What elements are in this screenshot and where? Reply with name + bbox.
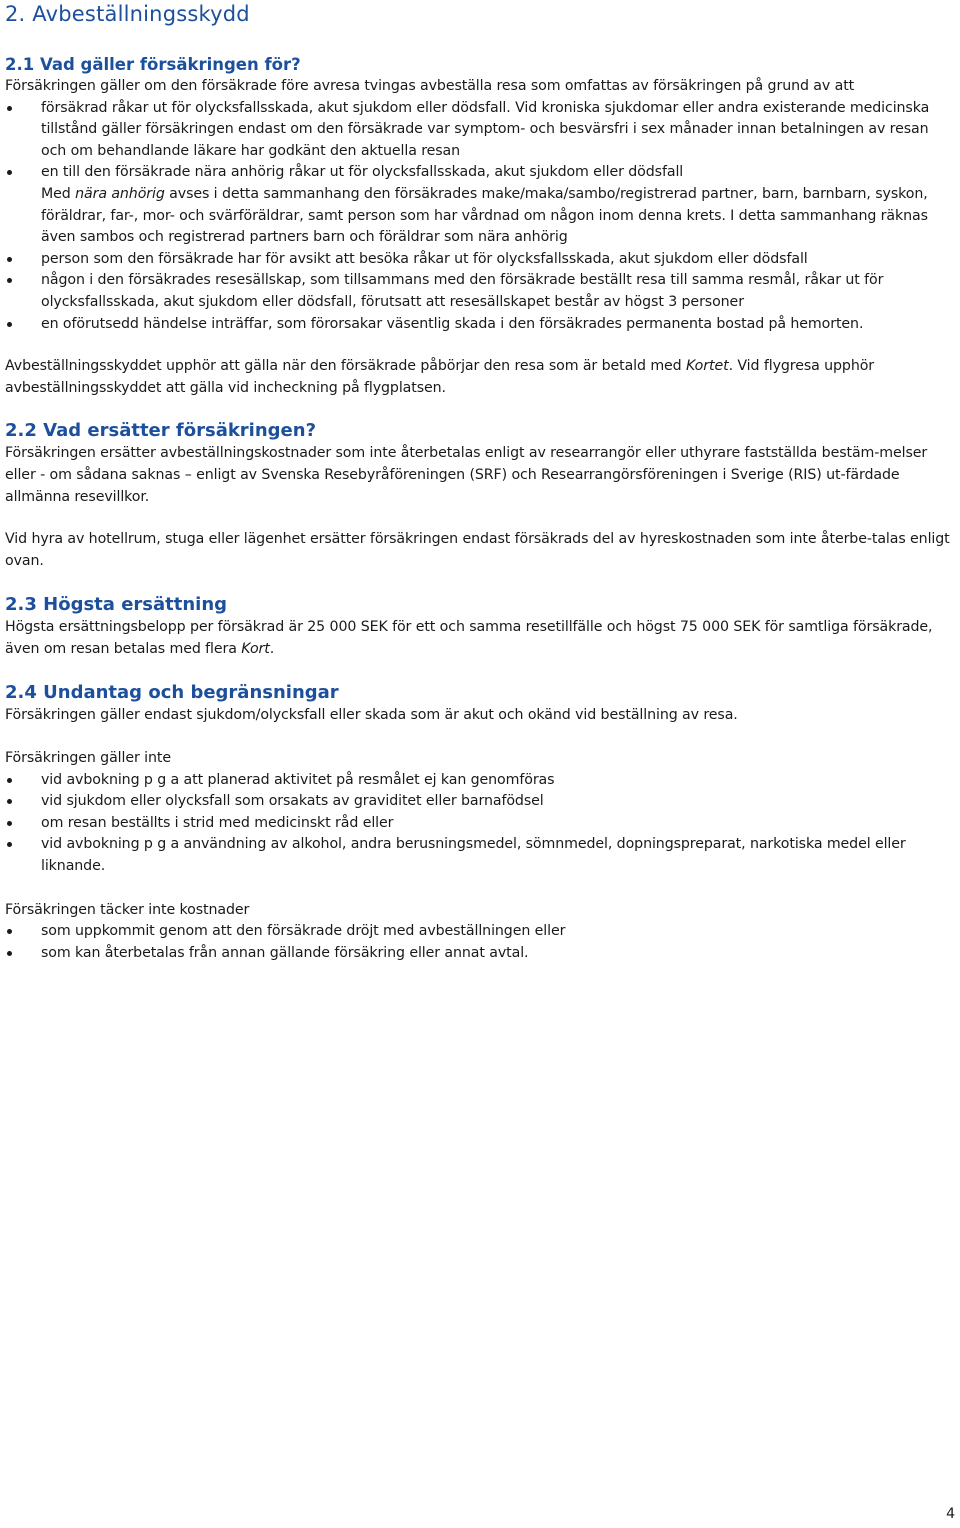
section-2-1-list — [5, 98, 950, 184]
page-number: 4 — [946, 1506, 955, 1522]
list-item: som uppkommit genom att den försäkrade dröjt med avbeställningen eller — [5, 921, 950, 943]
list-item: försäkrad råkar ut för olycksfallsskada, akut sjukdom eller dödsfall. Vid kroniska sjukdomar eller andra existerande medicinska tillstånd gäller försäkringen endast om den försäkrade var symptom- och besvärsfri i sex månader innan betalningen av resan och om behandlande läkare har godkänt den aktuella resan — [5, 98, 950, 163]
end-pre: Avbeställningsskyddet upphör att gälla när den försäkrade påbörjar den resa som är betald med — [5, 358, 686, 375]
list-item: vid avbokning p g a användning av alkohol, andra berusningsmedel, sömnmedel, dopningspreparat, narkotiska medel eller liknande. — [5, 834, 950, 877]
list-item: som kan återbetalas från annan gällande försäkring eller annat avtal. — [5, 943, 950, 965]
definition-term: nära anhörig — [75, 185, 165, 202]
max-pre: Högsta ersättningsbelopp per försäkrad är 25 000 SEK för ett och samma resetillfälle och högst 75 000 SEK för samtliga försäkrade, även om resan betalas med flera — [5, 619, 933, 657]
costs-list — [5, 921, 950, 964]
main-heading: 2. Avbeställningsskydd — [5, 2, 250, 26]
section-2-2-p1: Försäkringen ersätter avbeställningskostnader som inte återbetalas enligt av researrangör eller uthyrare fastställda bestäm-melser eller - om sådana saknas – enligt av Svenska Resebyråföreningen (SRF) och Researrangörsföreningen i Sverige (RIS) ut-färdade allmänna resevillkor. — [5, 445, 928, 505]
section-2-2-p2: Vid hyra av hotellrum, stuga eller lägenhet ersätter försäkringen endast försäkrads del av hyreskostnaden som inte återbe-talas enligt ovan. — [5, 531, 950, 569]
list-item: en till den försäkrade nära anhörig råkar ut för olycksfallsskada, akut sjukdom eller dödsfall — [5, 162, 950, 184]
section-2-1-end — [5, 356, 950, 399]
section-2-1-list-cont — [5, 249, 950, 335]
document-page — [5, 0, 950, 964]
end-post: . Vid flygresa upphör avbeställningsskyddet att gälla vid incheckning på flygplatsen. — [5, 358, 875, 396]
max-post: . — [269, 640, 275, 657]
definition-paragraph — [5, 184, 950, 249]
max-term: Kort — [241, 640, 270, 657]
list-item: vid avbokning p g a att planerad aktivitet på resmålet ej kan genomföras — [5, 770, 950, 792]
section-2-1-title: 2.1 Vad gäller försäkringen för? — [5, 55, 301, 74]
section-2-1-intro: Försäkringen gäller om den försäkrade före avresa tvingas avbeställa resa som omfattas av försäkringen på grund av att — [5, 78, 855, 94]
list-item: någon i den försäkrades resesällskap, som tillsammans med den försäkrade beställt resa till samma resmål, råkar ut för olycksfallsskada, akut sjukdom eller dödsfall, förutsatt att resesällskapet består av högst 3 personer — [5, 270, 950, 313]
list-item: vid sjukdom eller olycksfall som orsakats av graviditet eller barnafödsel — [5, 791, 950, 813]
definition-post: avses i detta sammanhang den försäkrades make/maka/sambo/registrerad partner, barn, barnbarn, syskon, föräldrar, far-, mor- och svärföräldrar, samt person som har vårdnad om någon inom denna krets. I detta sammanhang räknas även sambos och registrerad partners barn och föräldrar som nära anhörig — [41, 185, 928, 246]
section-2-4-title: 2.4 Undantag och begränsningar — [5, 682, 339, 704]
exclusions-label: Försäkringen gäller inte — [5, 750, 171, 767]
section-2-3-p — [5, 617, 950, 660]
definition-pre: Med — [41, 185, 76, 202]
list-item: person som den försäkrade har för avsikt att besöka råkar ut för olycksfallsskada, akut sjukdom eller dödsfall — [5, 249, 950, 271]
costs-label: Försäkringen täcker inte kostnader — [5, 901, 250, 918]
exclusions-list — [5, 770, 950, 878]
section-2-4-p1: Försäkringen gäller endast sjukdom/olycksfall eller skada som är akut och okänd vid beställning av resa. — [5, 707, 738, 724]
end-term: Kortet — [685, 358, 729, 375]
section-2-2-title: 2.2 Vad ersätter försäkringen? — [5, 420, 317, 442]
list-item: om resan beställts i strid med medicinskt råd eller — [5, 813, 950, 835]
section-2-3-title: 2.3 Högsta ersättning — [5, 594, 228, 616]
list-item: en oförutsedd händelse inträffar, som förorsakar väsentlig skada i den försäkrades permanenta bostad på hemorten. — [5, 314, 950, 336]
